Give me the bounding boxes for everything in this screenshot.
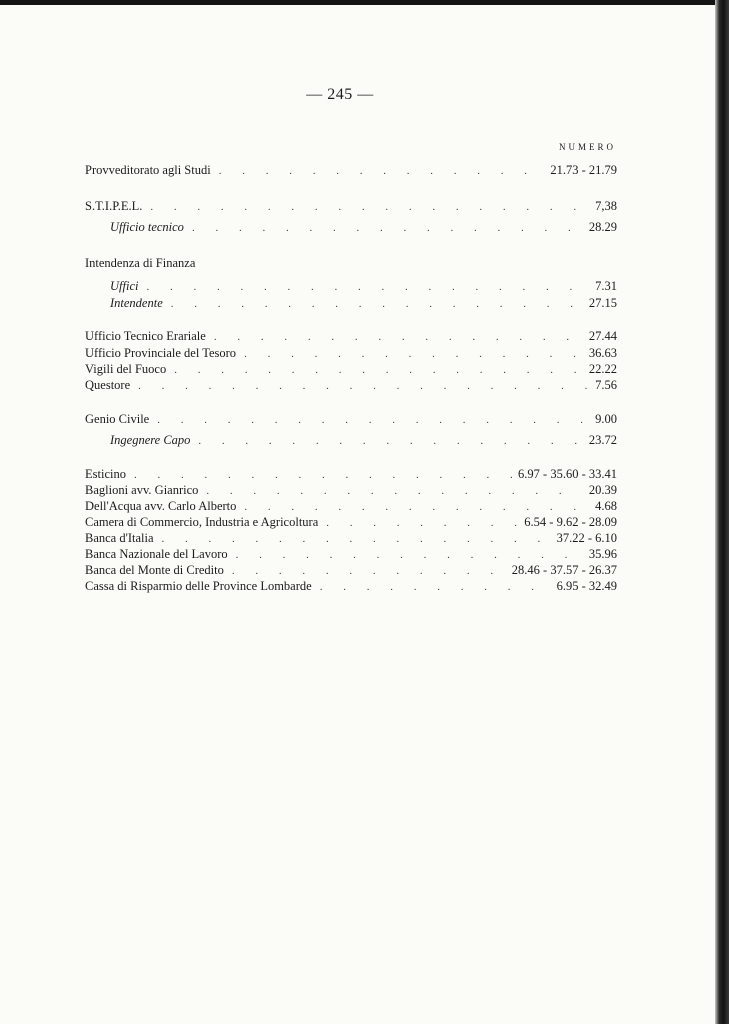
entry-vigili-fuoco xyxy=(85,362,617,379)
entry-name: Intendente xyxy=(110,296,163,310)
entry-ufficio-tesoro xyxy=(85,346,617,363)
leader-dots xyxy=(228,549,583,561)
entry-name: S.T.I.P.E.L. xyxy=(85,199,143,213)
entry-number: 23.72 xyxy=(588,433,617,447)
entry-name: Baglioni avv. Gianrico xyxy=(85,483,199,497)
entry-questore xyxy=(85,378,617,395)
leader-dots xyxy=(190,435,582,447)
leader-dots xyxy=(138,281,589,293)
entry-number: 28.29 xyxy=(588,220,617,234)
entry-number: 7.31 xyxy=(595,279,617,293)
entry-banca-monte xyxy=(85,563,617,580)
entry-number: 9.00 xyxy=(595,412,617,426)
entry-number: 4.68 xyxy=(595,499,617,513)
leader-dots xyxy=(130,380,589,392)
column-header-numero: NUMERO xyxy=(558,142,616,152)
entry-name: Questore xyxy=(85,378,131,392)
entry-number: 35.96 xyxy=(588,547,617,561)
leader-dots xyxy=(166,364,583,376)
entry-name: Ufficio Provinciale del Tesoro xyxy=(85,346,237,360)
entry-name: Ingegnere Capo xyxy=(110,433,191,447)
entry-number: 6.95 - 32.49 xyxy=(556,579,617,593)
leader-dots xyxy=(163,298,583,310)
leader-dots xyxy=(149,414,589,426)
entry-banca-lavoro xyxy=(85,547,617,564)
entry-name: Banca d'Italia xyxy=(85,531,154,545)
leader-dots xyxy=(224,565,506,577)
entry-number: 7,38 xyxy=(595,199,617,213)
entry-name: Ufficio tecnico xyxy=(110,220,184,234)
entry-intendente xyxy=(110,296,617,313)
entry-number: 22.22 xyxy=(588,362,617,376)
entry-number: 36.63 xyxy=(588,346,617,360)
entry-camera-commercio xyxy=(85,515,617,532)
entry-number: 27.44 xyxy=(588,329,617,343)
leader-dots xyxy=(142,201,589,213)
entry-name: Dell'Acqua avv. Carlo Alberto xyxy=(85,499,237,513)
leader-dots xyxy=(211,165,545,177)
entry-baglioni xyxy=(85,483,617,500)
page-top-edge xyxy=(0,0,729,5)
leader-dots xyxy=(184,222,583,234)
leader-dots xyxy=(198,485,582,497)
leader-dots xyxy=(126,469,512,481)
entry-name: Genio Civile xyxy=(85,412,150,426)
entry-name: Cassa di Risparmio delle Province Lombarde xyxy=(85,579,312,593)
entry-cassa-risparmio xyxy=(85,579,617,596)
section-intendenza: Intendenza di Finanza xyxy=(85,256,196,270)
entry-number: 6.54 - 9.62 - 28.09 xyxy=(524,515,617,529)
entry-name: Vigili del Fuoco xyxy=(85,362,167,376)
entry-genio-civile xyxy=(85,412,617,429)
entry-ufficio-tecnico-erariale xyxy=(85,329,617,346)
leader-dots xyxy=(154,533,551,545)
entry-number: 28.46 - 37.57 - 26.37 xyxy=(511,563,617,577)
leader-dots xyxy=(206,331,583,343)
entry-ingegnere-capo xyxy=(110,433,617,450)
entry-provveditorato xyxy=(85,163,617,180)
entry-number: 21.73 - 21.79 xyxy=(550,163,617,177)
page-number: — 245 — xyxy=(306,86,374,103)
entry-uffici xyxy=(110,279,617,296)
entry-esticino xyxy=(85,467,617,484)
entry-banca-italia xyxy=(85,531,617,548)
entry-name: Provveditorato agli Studi xyxy=(85,163,211,177)
page-right-edge xyxy=(715,0,729,1024)
entry-ufficio-tecnico xyxy=(110,220,617,237)
leader-dots xyxy=(236,501,589,513)
entry-name: Banca del Monte di Credito xyxy=(85,563,224,577)
entry-name: Banca Nazionale del Lavoro xyxy=(85,547,228,561)
entry-number: 37.22 - 6.10 xyxy=(556,531,617,545)
entry-name: Uffici xyxy=(110,279,139,293)
entry-dellacqua xyxy=(85,499,617,516)
leader-dots xyxy=(312,581,551,593)
entry-number: 27.15 xyxy=(588,296,617,310)
entry-stipel xyxy=(85,199,617,216)
entry-name: Esticino xyxy=(85,467,126,481)
entry-name: Ufficio Tecnico Erariale xyxy=(85,329,206,343)
entry-name: Camera di Commercio, Industria e Agricoltura xyxy=(85,515,319,529)
entry-number: 6.97 - 35.60 - 33.41 xyxy=(518,467,617,481)
leader-dots xyxy=(236,348,583,360)
entry-number: 7.56 xyxy=(595,378,617,392)
leader-dots xyxy=(318,517,518,529)
entry-number: 20.39 xyxy=(588,483,617,497)
